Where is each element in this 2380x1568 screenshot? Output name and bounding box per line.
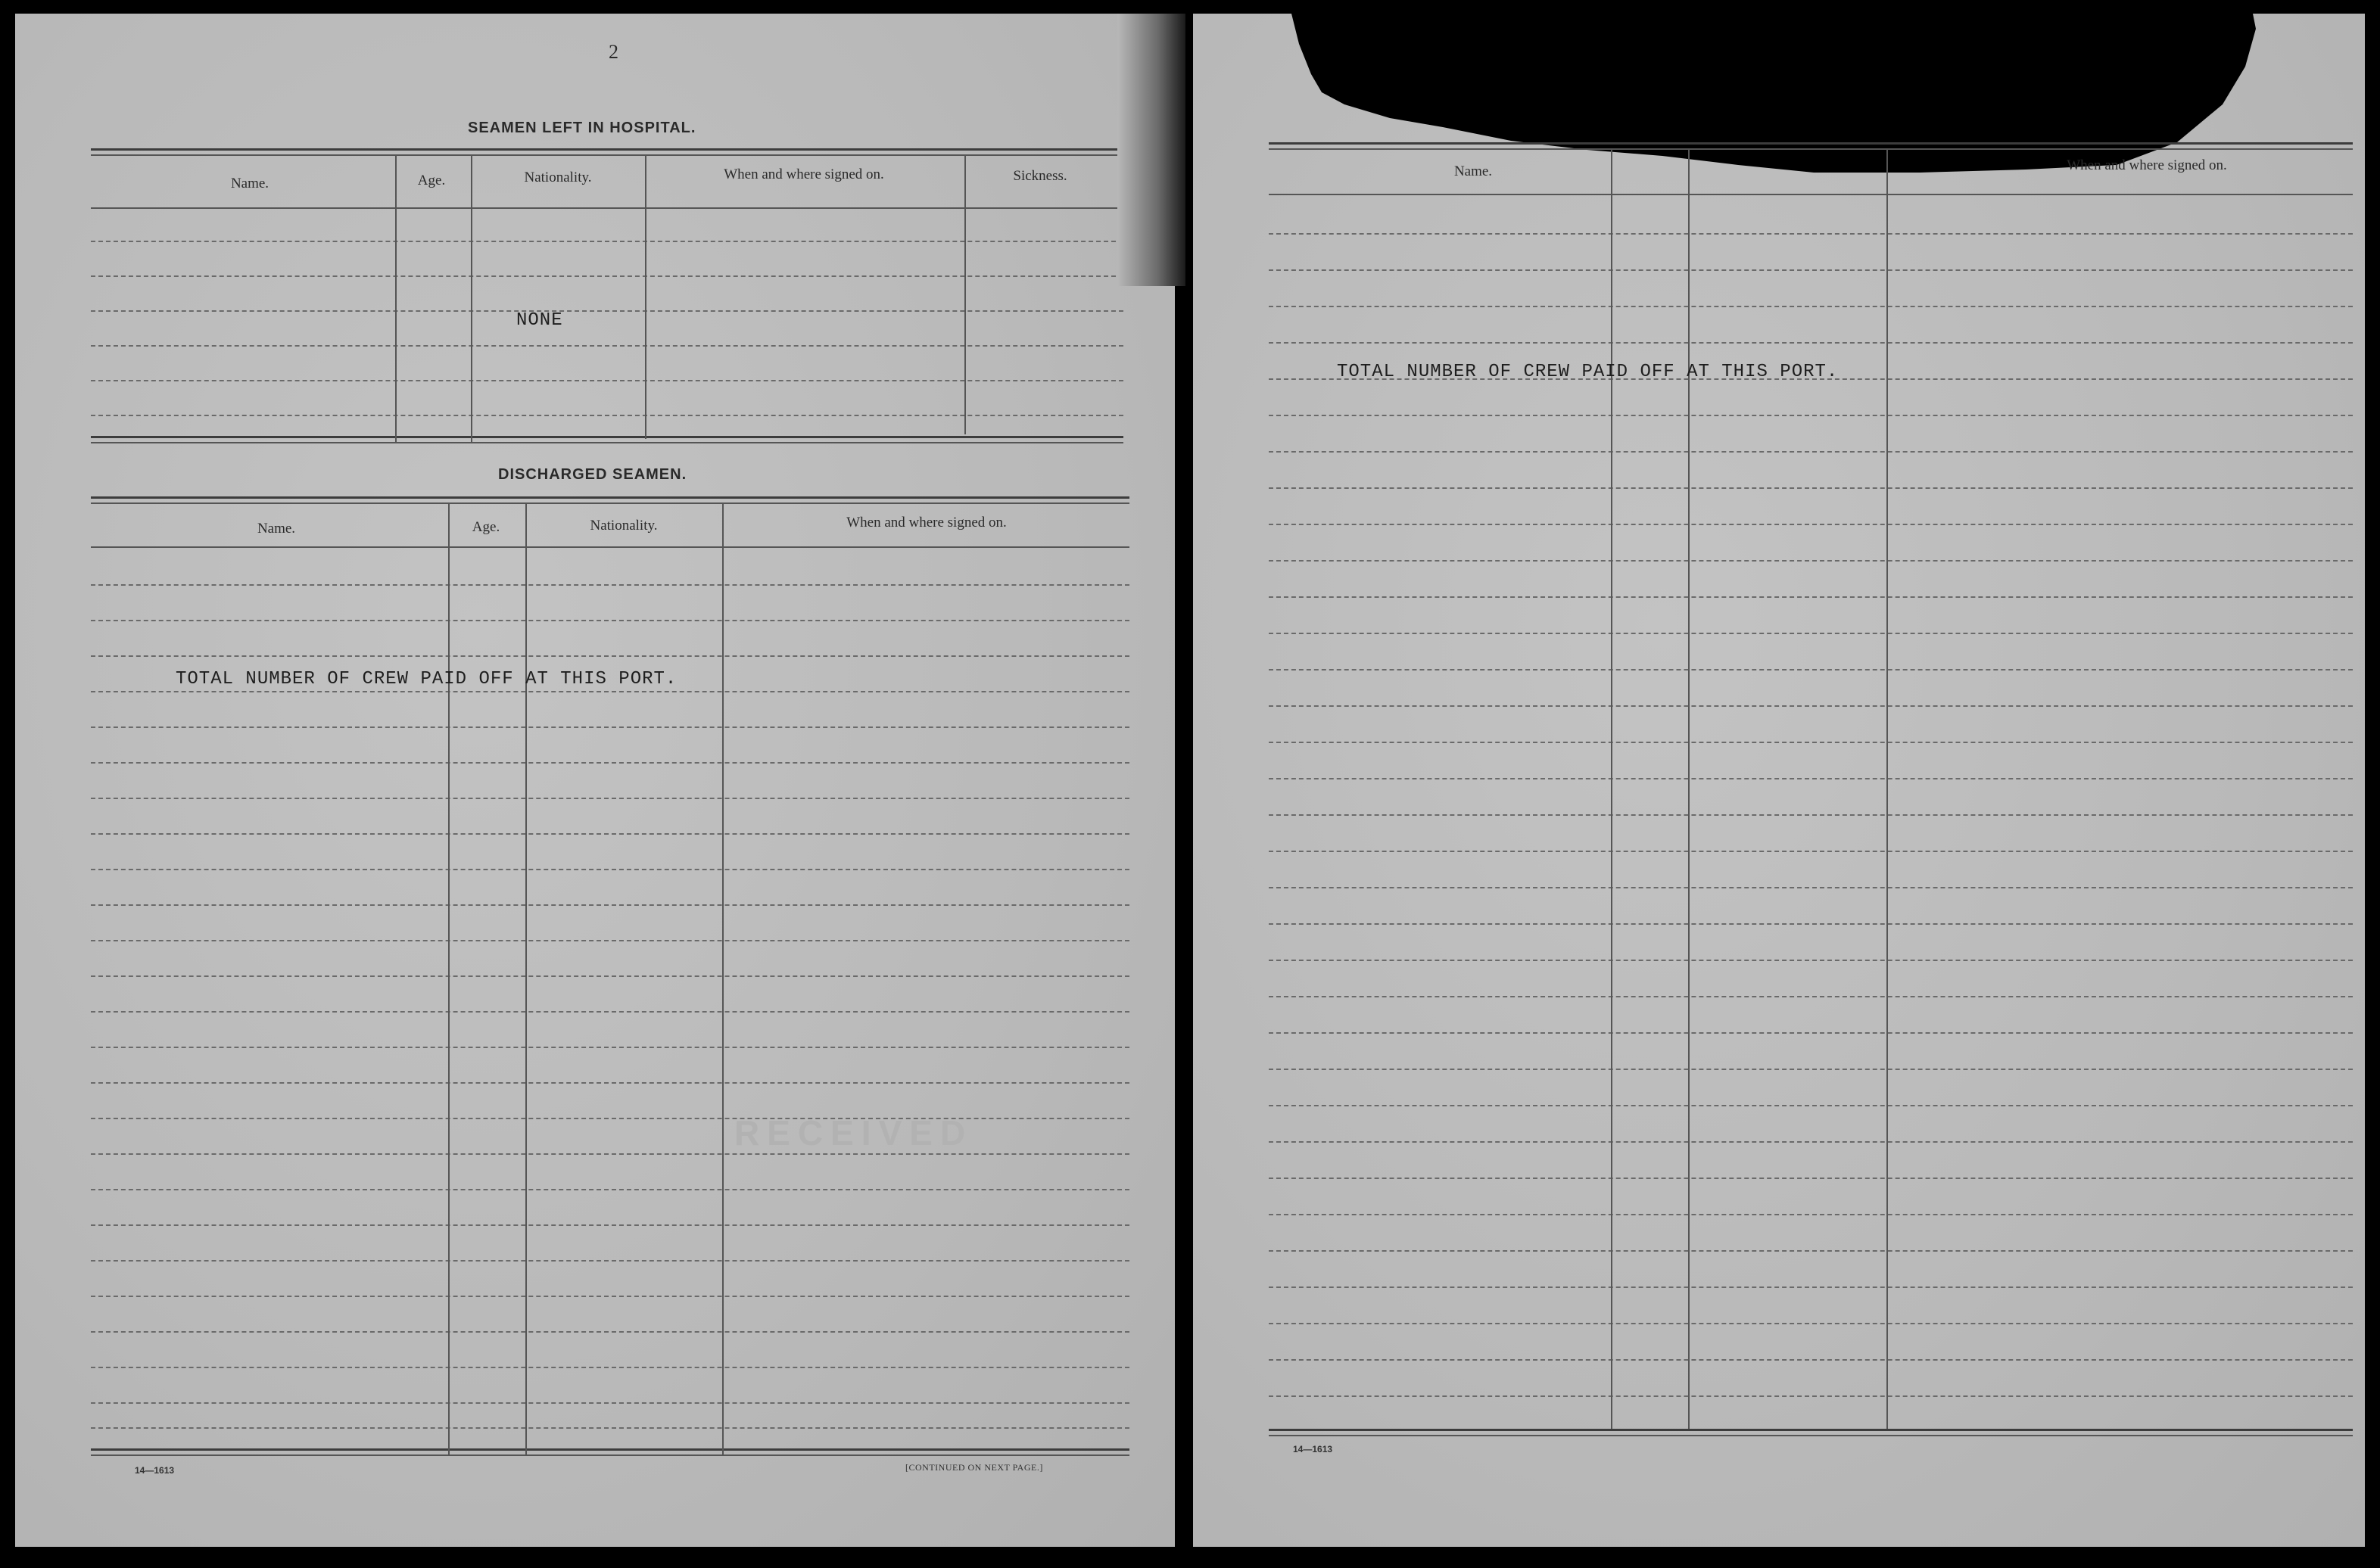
torn-edge <box>1193 14 2365 241</box>
row-line <box>91 1047 1129 1048</box>
row-line <box>1269 814 2353 816</box>
discharged-header-age: Age. <box>472 519 500 535</box>
discharged-header-signed-on: When and where signed on. <box>846 515 1007 530</box>
form-number: 14—1613 <box>1293 1444 1333 1454</box>
row-line <box>1269 415 2353 416</box>
row-line <box>91 940 1129 941</box>
hospital-entry: NONE <box>516 310 563 331</box>
row-line <box>91 1296 1129 1297</box>
col-divider <box>1886 150 1888 1429</box>
col-divider <box>645 156 646 439</box>
col-divider <box>722 504 724 1454</box>
row-line <box>91 1260 1129 1262</box>
row-line <box>1269 524 2353 525</box>
rule <box>91 496 1129 499</box>
rule <box>1269 148 2353 150</box>
row-line <box>1269 1141 2353 1143</box>
hospital-section-title: SEAMEN LEFT IN HOSPITAL. <box>468 120 696 136</box>
hospital-header-signed-on: When and where signed on. <box>724 166 884 182</box>
bottom-rule <box>1269 1429 2353 1431</box>
header-rule <box>1269 194 2353 195</box>
row-line <box>91 655 1129 657</box>
col-divider <box>964 156 966 434</box>
row-line <box>91 726 1129 728</box>
row-line <box>91 1331 1129 1333</box>
page-number: 2 <box>609 41 618 63</box>
discharged-header-name: Name. <box>257 521 296 537</box>
row-line <box>1269 923 2353 925</box>
row-line <box>1269 1032 2353 1034</box>
row-line <box>91 1402 1129 1404</box>
row-line <box>91 1367 1129 1368</box>
rule <box>91 154 1123 156</box>
row-line <box>91 345 1123 347</box>
row-line <box>91 415 1123 416</box>
row-line <box>91 380 1123 381</box>
row-line <box>1269 1178 2353 1179</box>
discharged-header-nationality: Nationality. <box>590 518 658 534</box>
row-line <box>1269 342 2353 344</box>
rule <box>91 442 1123 443</box>
row-line <box>1269 233 2353 235</box>
row-line <box>1269 705 2353 707</box>
row-line <box>91 620 1129 621</box>
row-line <box>91 691 1129 692</box>
hospital-header-nationality: Nationality. <box>524 170 592 185</box>
row-line <box>1269 742 2353 743</box>
row-line <box>91 241 1123 242</box>
bottom-rule <box>1269 1435 2353 1436</box>
continued-note: [CONTINUED ON NEXT PAGE.] <box>905 1462 1043 1473</box>
row-line <box>1269 1105 2353 1106</box>
hospital-header-sickness: Sickness. <box>1013 168 1067 184</box>
row-line <box>91 1082 1129 1084</box>
row-line <box>1269 996 2353 997</box>
col-divider <box>448 504 450 1454</box>
faint-stamp: RECEIVED <box>734 1113 973 1153</box>
right-header-signed-on: When and where signed on. <box>2067 157 2227 173</box>
col-divider <box>395 156 397 442</box>
row-line <box>1269 851 2353 852</box>
form-number: 14—1613 <box>135 1465 175 1476</box>
col-divider <box>525 504 527 1454</box>
bottom-rule <box>91 1448 1129 1451</box>
row-line <box>91 584 1129 586</box>
row-line <box>91 833 1129 835</box>
row-line <box>91 275 1123 277</box>
torn-fold <box>1117 14 1185 286</box>
row-line <box>1269 560 2353 562</box>
row-line <box>91 762 1129 764</box>
row-line <box>1269 1323 2353 1324</box>
row-line <box>91 1011 1129 1013</box>
row-line <box>91 1118 1129 1119</box>
rule <box>91 502 1129 504</box>
row-line <box>1269 633 2353 634</box>
row-line <box>1269 778 2353 779</box>
hospital-header-age: Age. <box>417 173 446 188</box>
rule <box>1269 142 2353 145</box>
left-page <box>15 14 1175 1547</box>
rule <box>91 148 1123 151</box>
row-line <box>1269 1286 2353 1288</box>
row-line <box>91 798 1129 799</box>
row-line <box>91 1427 1129 1429</box>
col-divider <box>1688 150 1690 1429</box>
col-divider <box>471 156 472 442</box>
header-rule <box>91 207 1123 209</box>
row-line <box>91 1224 1129 1226</box>
hospital-header-name: Name. <box>230 176 269 191</box>
rule <box>91 436 1123 438</box>
row-line <box>1269 1069 2353 1070</box>
row-line <box>1269 487 2353 489</box>
discharged-entry: TOTAL NUMBER OF CREW PAID OFF AT THIS PORT. <box>176 669 678 689</box>
row-line <box>91 310 1123 312</box>
row-line <box>1269 887 2353 888</box>
row-line <box>91 975 1129 977</box>
row-line <box>1269 269 2353 271</box>
row-line <box>1269 451 2353 453</box>
row-line <box>91 904 1129 906</box>
row-line <box>1269 1395 2353 1397</box>
row-line <box>1269 669 2353 670</box>
row-line <box>1269 1250 2353 1252</box>
row-line <box>1269 1214 2353 1215</box>
row-line <box>1269 306 2353 307</box>
right-page <box>1193 14 2365 1547</box>
header-rule <box>91 546 1129 548</box>
row-line <box>91 869 1129 870</box>
row-line <box>1269 1359 2353 1361</box>
row-line <box>1269 596 2353 598</box>
right-entry: TOTAL NUMBER OF CREW PAID OFF AT THIS PORT. <box>1337 362 1839 382</box>
row-line <box>91 1189 1129 1190</box>
bottom-rule <box>91 1454 1129 1456</box>
col-divider <box>1611 150 1612 1429</box>
row-line <box>1269 960 2353 961</box>
discharged-section-title: DISCHARGED SEAMEN. <box>498 466 687 483</box>
right-header-name: Name. <box>1453 163 1493 179</box>
row-line <box>91 1153 1129 1155</box>
